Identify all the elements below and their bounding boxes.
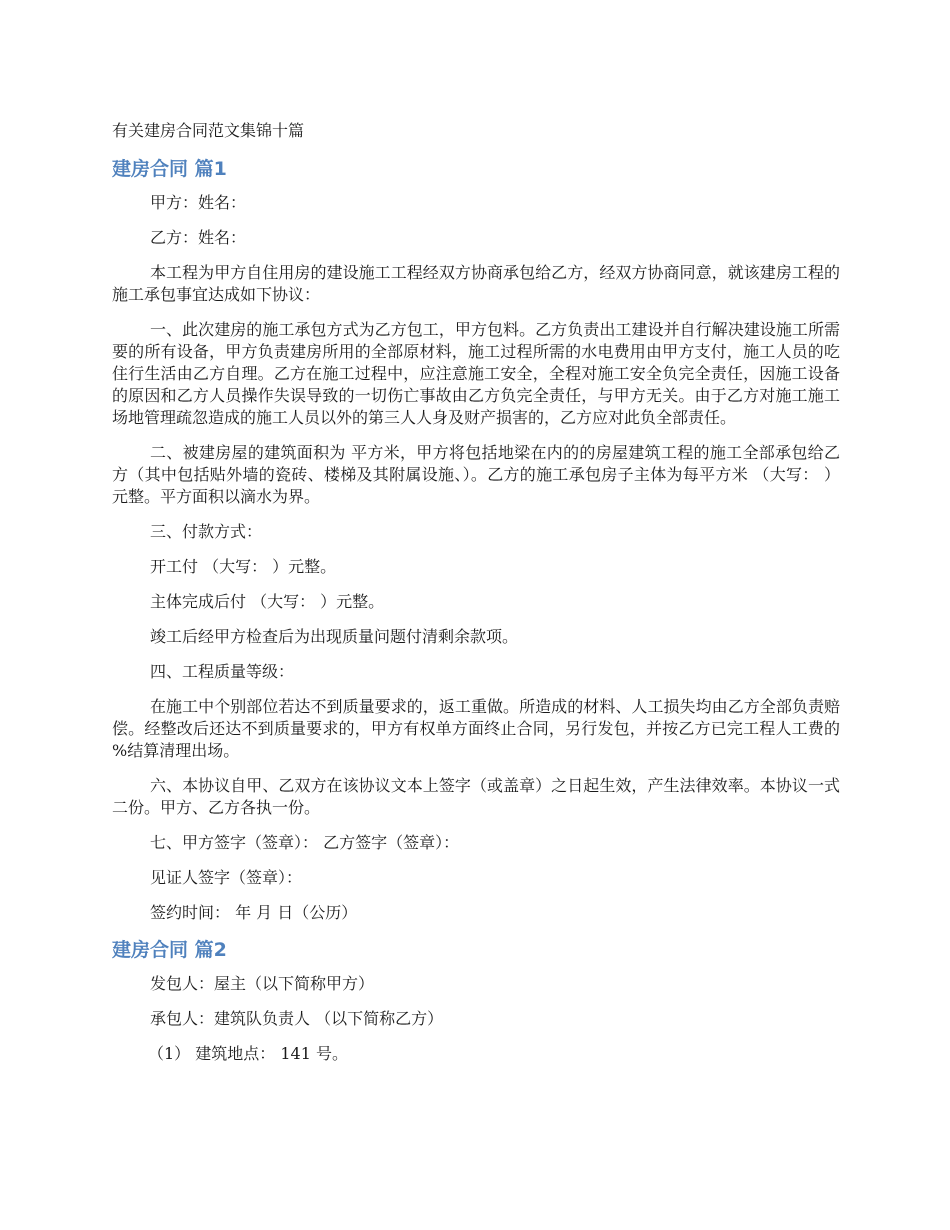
- paragraph: 见证人签字（签章）：: [150, 868, 303, 887]
- paragraph: 三、付款方式：: [150, 522, 263, 541]
- document-title: 有关建房合同范文集锦十篇: [112, 121, 305, 140]
- paragraph: 发包人：屋主（以下简称甲方）: [150, 974, 375, 993]
- paragraph: 七、甲方签字（签章）： 乙方签字（签章）：: [150, 833, 460, 852]
- paragraph: 甲方：姓名：: [150, 193, 247, 212]
- paragraph: 一、此次建房的施工承包方式为乙方包工，甲方包料。乙方负责出工建设并自行解决建设施工所需要的所有设备，甲方负责建房所用的全部原材料，施工过程所需的水电费用由甲方支付，施工人员的吃住行生活由乙方自理。乙方在施工过程中，应注意施工安全，全程对施工安全负完全责任，因施工设备的原因和乙方人员操作失误导致的一切伤亡事故由乙方负完全责任，与甲方无关。由于乙方对施工施工场地管理疏忽造成的施工人员以外的第三人人身及财产损害的，乙方应对此负全部责任。: [112, 320, 840, 427]
- paragraph: 开工付 （大写： ）元整。: [150, 557, 337, 576]
- paragraph: 主体完成后付 （大写： ）元整。: [150, 592, 385, 611]
- paragraph: 在施工中个别部位若达不到质量要求的，返工重做。所造成的材料、人工损失均由乙方全部负责赔偿。经整改后还达不到质量要求的，甲方有权单方面终止合同，另行发包，并按乙方已完工程人工费的 %结算清理出场。: [112, 697, 840, 760]
- paragraph: 承包人：建筑队负责人 （以下简称乙方）: [150, 1009, 444, 1028]
- paragraph: 四、工程质量等级：: [150, 662, 295, 681]
- paragraph: 二、被建房屋的建筑面积为 平方米，甲方将包括地梁在内的的房屋建筑工程的施工全部承包给乙方（其中包括贴外墙的瓷砖、楼梯及其附属设施、）。乙方的施工承包房子主体为每平方米 （大写： ）元整。平方面积以滴水为界。: [112, 443, 840, 506]
- section-heading-2: 建房合同 篇2: [112, 939, 227, 961]
- paragraph: （1） 建筑地点： 141 号。: [148, 1044, 348, 1063]
- section-1: [112, 156, 840, 924]
- section-heading-1: 建房合同 篇1: [112, 158, 227, 180]
- paragraph: 六、本协议自甲、乙双方在该协议文本上签字（或盖章）之日起生效，产生法律效率。本协议一式二份。甲方、乙方各执一份。: [112, 776, 840, 817]
- paragraph: 签约时间： 年 月 日（公历）: [150, 903, 358, 922]
- paragraph: 本工程为甲方自住用房的建设施工工程经双方协商承包给乙方，经双方协商同意，就该建房工程的施工承包事宜达成如下协议：: [112, 263, 840, 304]
- paragraph: 乙方：姓名：: [150, 228, 247, 247]
- section-2: [112, 937, 840, 1065]
- document-page: [112, 120, 840, 1078]
- paragraph: 竣工后经甲方检查后为出现质量问题付清剩余款项。: [150, 627, 519, 646]
